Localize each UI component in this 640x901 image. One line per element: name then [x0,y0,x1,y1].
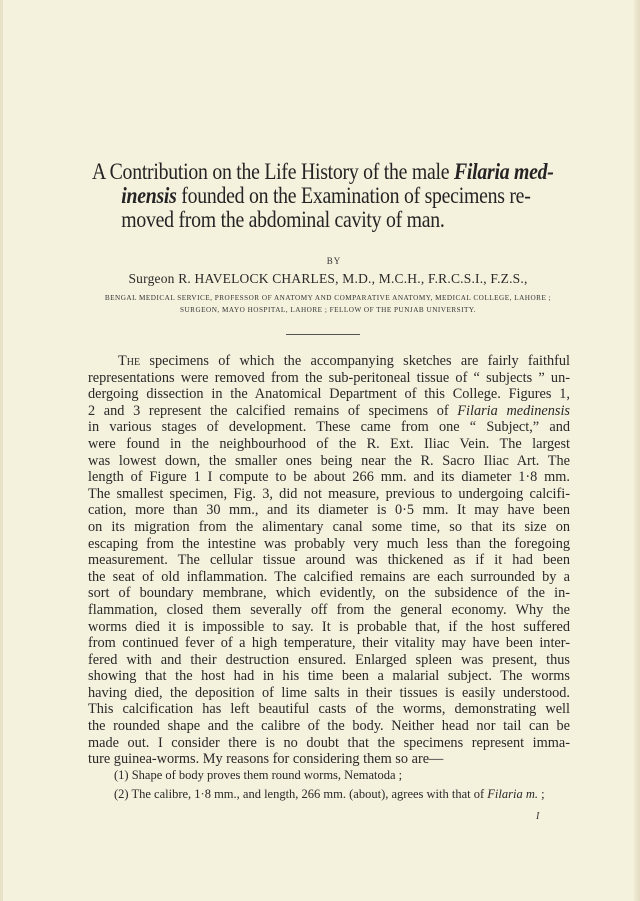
body-line: having died, the deposition of lime salts in their tissues is easily understood. [88,684,570,701]
body-line: showing that the host had in his time been a malarial subject. The worms [88,668,570,685]
body-line: the rounded shape and the calibre of the body. Neither head nor tail can be [88,718,570,735]
body-line: fered with and their destruction ensured. Enlarged spleen was present, thus [88,651,570,668]
title-line-2: inensis founded on the Examination of specimens re- [121,183,531,208]
title-italic-species-1: Filaria med- [453,159,554,184]
body-line: worms died it is impossible to say. It is probable that, if the host suffered [88,618,570,635]
body-line: dergoing dissection in the Anatomical Department of this College. Figures 1, [88,386,570,403]
body-line: The smallest specimen, Fig. 3, did not measure, previous to undergoing calcifi- [88,485,570,502]
body-line: This calcification has left beautiful casts of the worms, demonstrating well [88,701,570,718]
byline-affiliation-1: BENGAL MEDICAL SERVICE, PROFESSOR OF ANATOMY AND COMPARATIVE ANATOMY, MEDICAL COLLEGE, LAHORE ; [104,294,552,302]
title-italic-species-2: inensis [121,183,177,208]
article-title [92,160,574,232]
body-line: measurement. The cellular tissue around was thickened as if it had been [88,552,570,569]
body-line: in various stages of development. These came from one “ Subject,” and [88,419,570,436]
signature-mark: I [536,811,540,822]
body-line: escaping from the intestine was probably very much less than the foregoing [88,535,570,552]
body-line: was lowest down, the smaller ones being near the R. Sacro Iliac Art. The [88,452,570,469]
body-line: cation, more than 30 mm., and its diameter is 0·5 mm. It may have been [88,502,570,519]
body-line: made out. I consider there is no doubt that the specimens represent imma- [88,734,570,751]
body-line: The specimens of which the accompanying sketches are fairly faithful [118,353,570,369]
page-edge-left [0,0,3,901]
body-line: from continued fever of a high temperature, their vitality may have been inter- [88,635,570,652]
reason-item-2: (2) The calibre, 1·8 mm., and length, 266 mm. (about), agrees with that of Filaria m. ; [114,787,545,801]
byline-affiliation-2: SURGEON, MAYO HOSPITAL, LAHORE ; FELLOW OF THE PUNJAB UNIVERSITY. [179,306,476,314]
title-line-3: moved from the abdominal cavity of man. [121,207,445,232]
title-line-1: A Contribution on the Life History of the male Filaria med- [92,159,554,184]
body-line: the seat of old inflammation. The calcified remains are each surrounded by a [88,568,570,585]
body-line: flammation, closed them severally off from the general economy. Why the [88,601,570,618]
body-line: ture guinea-worms. My reasons for considering them so are— [88,751,444,768]
body-line: length of Figure 1 I compute to be about 266 mm. and its diameter 1·8 mm. [88,469,570,486]
byline-author: Surgeon R. HAVELOCK CHARLES, M.D., M.C.H., F.R.C.S.I., F.Z.S., [128,271,528,286]
body-line: sort of boundary membrane, which evidently, on the subsidence of the in- [88,585,570,602]
body-line: representations were removed from the sub-peritoneal tissue of “ subjects ” un- [88,369,570,386]
reason-item-1: (1) Shape of body proves them round worms, Nematoda ; [114,768,403,782]
section-divider [286,334,360,335]
body-italic-species: Filaria medinensis [457,402,570,419]
body-line: were found in the neighbourhood of the R. Ext. Iliac Vein. The largest [88,435,570,452]
body-line: on its migration from the alimentary canal some time, so that its size on [88,518,570,535]
reason-italic-species: Filaria m. [487,787,538,801]
body-paragraph [88,353,570,768]
page-edge-right [634,0,640,901]
drop-word: The [118,353,141,369]
body-line: 2 and 3 represent the calcified remains of specimens of Filaria medinensis [88,402,570,419]
byline-by: BY [326,256,342,266]
